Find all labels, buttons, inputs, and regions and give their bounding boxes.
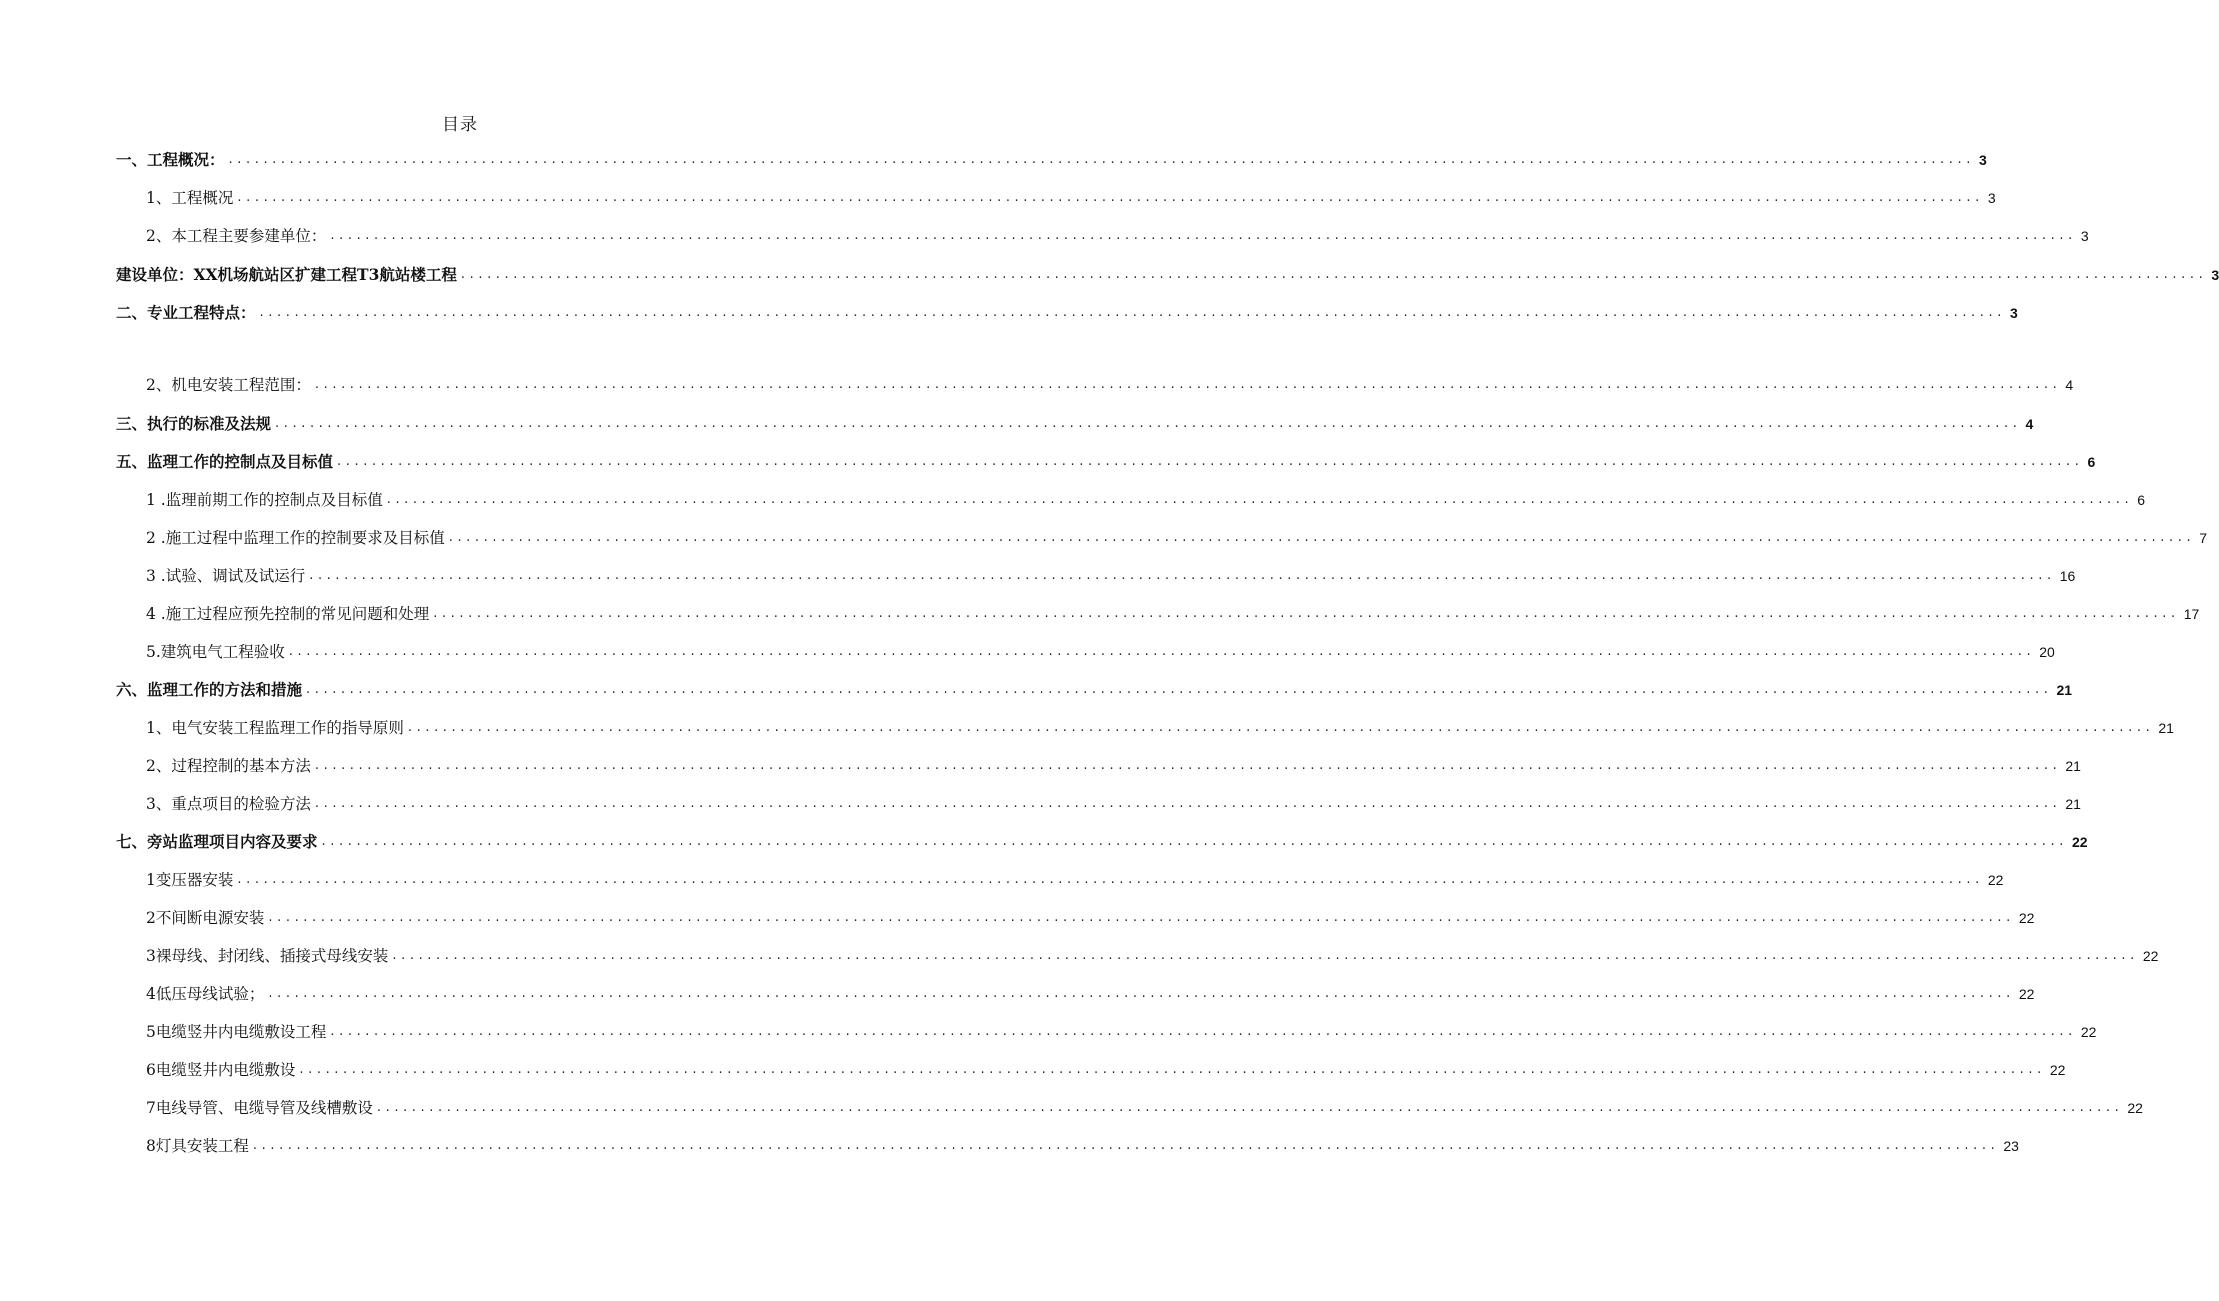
toc-entry-page: 20 — [2039, 644, 2055, 660]
toc-entry[interactable] — [116, 264, 2219, 286]
toc-entry-page: 3 — [2080, 228, 2089, 244]
toc-dot-leader: ........................................................................................................................................................................................................ — [309, 568, 2056, 583]
toc-entry-page: 22 — [2049, 1062, 2066, 1078]
toc-entry[interactable] — [116, 831, 2088, 853]
toc-dot-leader: ........................................................................................................................................................................................................ — [376, 1100, 2124, 1115]
toc-entry[interactable] — [146, 755, 2081, 777]
toc-entry-page: 21 — [2158, 720, 2174, 736]
toc-entry-label: 3裸母线、封闭线、插接式母线安装 — [146, 947, 389, 965]
toc-entry-label: 2、机电安装工程范围： — [146, 376, 311, 394]
toc-entry-label: 五、监理工作的控制点及目标值 — [116, 452, 334, 471]
toc-entry-label: 2 .施工过程中监理工作的控制要求及目标值 — [146, 529, 445, 547]
toc-entry-label: 3 .试验、调试及试运行 — [146, 567, 306, 585]
toc-dot-leader: ........................................................................................................................................................................................................ — [386, 492, 2134, 507]
toc-entry-label: 5.建筑电气工程验收 — [146, 643, 285, 661]
toc-dot-leader: ........................................................................................................................................................................................................ — [306, 682, 2053, 697]
toc-entry-page: 23 — [2003, 1138, 2019, 1154]
toc-dot-leader: ........................................................................................................................................................................................................ — [228, 152, 1975, 167]
toc-entry[interactable] — [146, 603, 2200, 625]
toc-dot-leader: ........................................................................................................................................................................................................ — [314, 377, 2062, 392]
toc-entry[interactable] — [146, 869, 2004, 891]
toc-entry-page: 22 — [2127, 1100, 2143, 1116]
toc-entry-page: 3 — [1987, 190, 1996, 206]
toc-entry-label: 8灯具安装工程 — [146, 1137, 249, 1155]
toc-dot-leader: ........................................................................................................................................................................................................ — [448, 530, 2196, 545]
toc-dot-leader: ........................................................................................................................................................................................................ — [275, 416, 2022, 431]
toc-entry-page: 4 — [2025, 416, 2034, 432]
toc-entry-label: 一、工程概况： — [116, 150, 225, 169]
toc-entry-label: 2、本工程主要参建单位： — [146, 227, 327, 245]
toc-entry-page: 22 — [2080, 1024, 2097, 1040]
toc-entry-page: 3 — [1978, 152, 1987, 168]
toc-entry[interactable] — [116, 302, 2018, 324]
toc-entry-page: 3 — [2009, 305, 2018, 321]
toc-entry-page: 6 — [2087, 454, 2096, 470]
toc-entry-label: 六、监理工作的方法和措施 — [116, 680, 303, 699]
toc-entry-label: 5电缆竖井内电缆敷设工程 — [146, 1023, 327, 1041]
toc-dot-leader: ........................................................................................................................................................................................................ — [337, 454, 2084, 469]
toc-entry[interactable] — [146, 907, 2035, 929]
toc-dot-leader: ........................................................................................................................................................................................................ — [314, 758, 2062, 773]
toc-entry-label: 1 .监理前期工作的控制点及目标值 — [146, 491, 383, 509]
toc-entry-label: 七、旁站监理项目内容及要求 — [116, 832, 318, 851]
toc-entry[interactable] — [116, 679, 2073, 701]
toc-entry-label: 1、电气安装工程监理工作的指导原则 — [146, 719, 404, 737]
toc-entry-page: 3 — [2211, 267, 2219, 283]
toc-dot-leader: ........................................................................................................................................................................................................ — [314, 796, 2062, 811]
toc-entry[interactable] — [146, 374, 2074, 396]
toc-dot-leader: ........................................................................................................................................................................................................ — [460, 267, 2208, 282]
toc-dot-leader: ........................................................................................................................................................................................................ — [392, 948, 2139, 963]
toc-entry-label: 三、执行的标准及法规 — [116, 414, 272, 433]
toc-entry-label: 建设单位：XX机场航站区扩建工程T3航站楼工程 — [116, 265, 457, 284]
toc-entry[interactable] — [146, 1059, 2066, 1081]
toc-entry[interactable] — [146, 983, 2035, 1005]
toc-dot-leader: ........................................................................................................................................................................................................ — [268, 910, 2015, 925]
toc-entry-page: 6 — [2137, 492, 2145, 508]
toc-entry[interactable] — [116, 149, 1987, 171]
toc-entry[interactable] — [146, 1021, 2097, 1043]
toc-entry-label: 4 .施工过程应预先控制的常见问题和处理 — [146, 605, 430, 623]
toc-entry[interactable] — [146, 717, 2174, 739]
toc-entry[interactable] — [116, 451, 2096, 473]
toc-dot-leader: ........................................................................................................................................................................................................ — [433, 606, 2180, 621]
toc-entry-label: 6电缆竖井内电缆敷设 — [146, 1061, 296, 1079]
toc-dot-leader: ........................................................................................................................................................................................................ — [237, 872, 1984, 887]
toc-entry-label: 2、过程控制的基本方法 — [146, 757, 311, 775]
toc-entry[interactable] — [146, 641, 2055, 663]
toc-entry-page: 4 — [2065, 377, 2074, 393]
toc-entry-page: 22 — [2142, 948, 2159, 964]
toc-entry-page: 22 — [2018, 910, 2035, 926]
toc-entry[interactable] — [146, 1135, 2019, 1157]
toc-entry-label: 7电线导管、电缆导管及线槽敷设 — [146, 1099, 373, 1117]
toc-entry-label: 4低压母线试验； — [146, 985, 265, 1003]
toc-entry-label: 1、工程概况 — [146, 189, 234, 207]
toc-entry-label: 3、重点项目的检验方法 — [146, 795, 311, 813]
toc-dot-leader: ........................................................................................................................................................................................................ — [330, 228, 2077, 243]
toc-entry-page: 22 — [2071, 834, 2088, 850]
toc-dot-leader: ........................................................................................................................................................................................................ — [268, 986, 2015, 1001]
toc-entry-page: 21 — [2056, 682, 2073, 698]
toc-dot-leader: ........................................................................................................................................................................................................ — [299, 1062, 2046, 1077]
toc-entry[interactable] — [146, 187, 1996, 209]
toc-entry[interactable] — [146, 527, 2207, 549]
toc-entry-label: 二、专业工程特点： — [116, 303, 256, 322]
toc-entry-label: 1变压器安装 — [146, 871, 234, 889]
toc-dot-leader: ........................................................................................................................................................................................................ — [237, 190, 1984, 205]
toc-entry[interactable] — [146, 1097, 2143, 1119]
toc-dot-leader: ........................................................................................................................................................................................................ — [330, 1024, 2077, 1039]
toc-entry[interactable] — [146, 793, 2081, 815]
toc-entry-page: 21 — [2065, 796, 2081, 812]
toc-entry[interactable] — [146, 945, 2159, 967]
page-title: 目录 — [442, 115, 478, 135]
toc-entry[interactable] — [146, 489, 2145, 511]
toc-entry-page: 17 — [2183, 606, 2200, 622]
toc-entry[interactable] — [146, 225, 2089, 247]
toc-entry-page: 21 — [2065, 758, 2081, 774]
toc-dot-leader: ........................................................................................................................................................................................................ — [321, 834, 2068, 849]
toc-dot-leader: ........................................................................................................................................................................................................ — [252, 1138, 2000, 1153]
toc-entry[interactable] — [116, 413, 2034, 435]
toc-entry-page: 22 — [1987, 872, 2004, 888]
toc-entry[interactable] — [146, 565, 2076, 587]
toc-dot-leader: ........................................................................................................................................................................................................ — [259, 305, 2006, 320]
toc-entry-page: 16 — [2059, 568, 2076, 584]
toc-entry-page: 7 — [2199, 530, 2207, 546]
toc-dot-leader: ........................................................................................................................................................................................................ — [288, 644, 2036, 659]
toc-entry-page: 22 — [2018, 986, 2035, 1002]
toc-entry-label: 2不间断电源安装 — [146, 909, 265, 927]
toc-dot-leader: ........................................................................................................................................................................................................ — [407, 720, 2155, 735]
